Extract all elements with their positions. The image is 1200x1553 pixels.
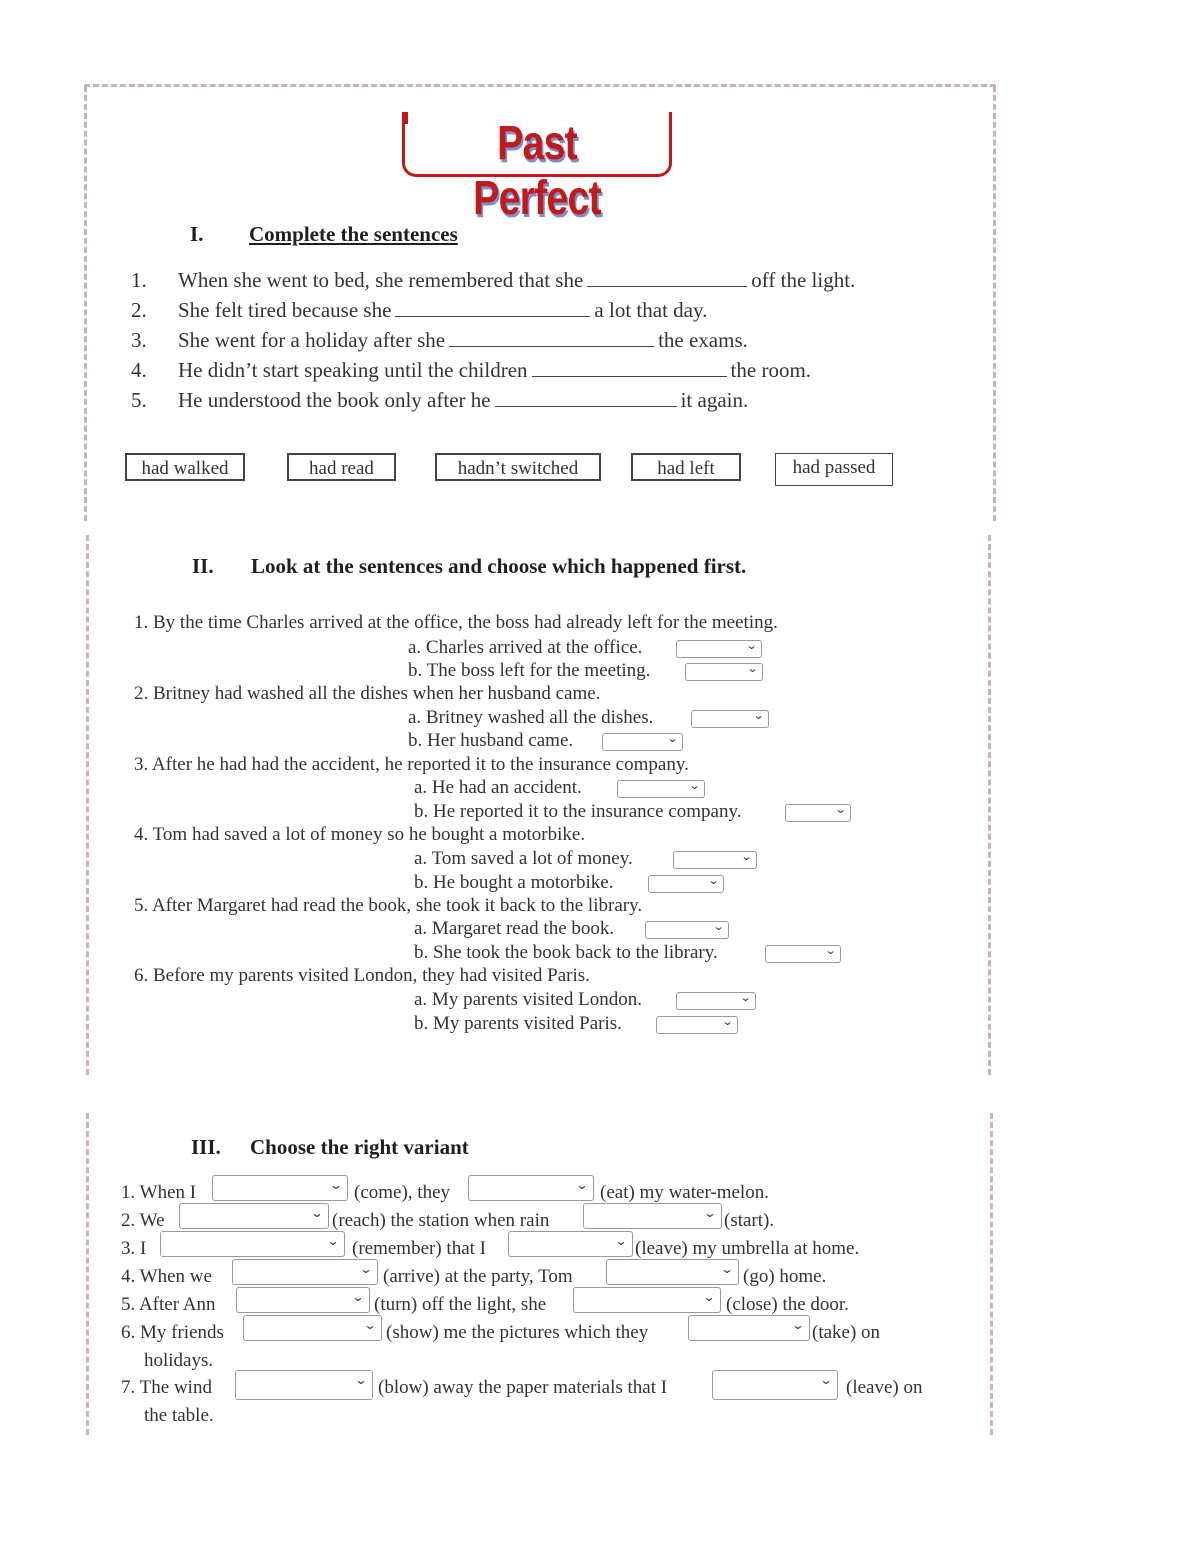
question-text: 2. Britney had washed all the dishes when her husband came. bbox=[134, 683, 601, 704]
section-heading: Choose the right variant bbox=[250, 1135, 469, 1159]
section-heading: Look at the sentences and choose which happened first. bbox=[251, 554, 747, 578]
page-border-right bbox=[990, 1113, 993, 1435]
chevron-down-icon: ⌄ bbox=[326, 1234, 340, 1248]
chevron-down-icon: ⌄ bbox=[666, 732, 679, 745]
sentence-start: He understood the book only after he bbox=[178, 388, 491, 412]
chevron-down-icon: ⌄ bbox=[819, 1373, 833, 1387]
chevron-down-icon: ⌄ bbox=[746, 662, 759, 675]
answer-dropdown[interactable] bbox=[243, 1315, 382, 1341]
verb-hint: (start). bbox=[724, 1210, 775, 1231]
option-a: a. Margaret read the book. bbox=[414, 918, 615, 939]
item-number: 2. bbox=[131, 298, 147, 322]
option-b: b. He reported it to the insurance company. bbox=[414, 801, 742, 822]
answer-dropdown[interactable] bbox=[606, 1259, 739, 1285]
option-a: a. Tom saved a lot of money. bbox=[414, 848, 633, 869]
option-b: b. She took the book back to the library. bbox=[414, 942, 718, 963]
verb-hint: (leave) on bbox=[846, 1377, 923, 1398]
verb-hint: (turn) off the light, she bbox=[374, 1294, 547, 1315]
question-text: 5. After Margaret had read the book, she took it back to the library. bbox=[134, 895, 643, 916]
verb-hint: (eat) my water-melon. bbox=[600, 1182, 769, 1203]
option-b: b. He bought a motorbike. bbox=[414, 872, 614, 893]
word-bank-item[interactable]: had read bbox=[287, 453, 396, 481]
verb-hint: (come), they bbox=[354, 1182, 451, 1203]
item-number: 3. bbox=[131, 328, 147, 352]
page-border-left bbox=[86, 1113, 89, 1435]
item-continuation: the table. bbox=[144, 1405, 214, 1426]
answer-dropdown[interactable] bbox=[656, 1016, 738, 1034]
answer-dropdown[interactable] bbox=[676, 640, 762, 658]
section-number: III. bbox=[191, 1135, 221, 1159]
section-heading: Complete the sentences bbox=[249, 222, 458, 246]
chevron-down-icon: ⌄ bbox=[721, 1015, 734, 1028]
item-continuation: holidays. bbox=[144, 1350, 214, 1371]
answer-dropdown[interactable] bbox=[785, 804, 851, 822]
answer-blank[interactable] bbox=[495, 390, 677, 407]
answer-dropdown[interactable] bbox=[508, 1231, 633, 1257]
answer-dropdown[interactable] bbox=[676, 992, 756, 1010]
chevron-down-icon: ⌄ bbox=[791, 1318, 805, 1332]
answer-blank[interactable] bbox=[449, 330, 654, 347]
verb-hint: (remember) that I bbox=[352, 1238, 486, 1259]
answer-blank[interactable] bbox=[587, 270, 747, 287]
chevron-down-icon: ⌄ bbox=[739, 991, 752, 1004]
word-bank-item[interactable]: had passed bbox=[775, 453, 893, 486]
option-a: a. Britney washed all the dishes. bbox=[408, 707, 654, 728]
answer-blank[interactable] bbox=[395, 300, 590, 317]
sentence bbox=[178, 328, 748, 353]
option-b: b. Her husband came. bbox=[408, 730, 574, 751]
answer-dropdown[interactable] bbox=[583, 1203, 722, 1229]
answer-blank[interactable] bbox=[532, 360, 727, 377]
section-number: I. bbox=[190, 222, 204, 246]
answer-dropdown[interactable] bbox=[765, 945, 841, 963]
chevron-down-icon: ⌄ bbox=[354, 1373, 368, 1387]
option-a: a. My parents visited London. bbox=[414, 989, 642, 1010]
item-number: 4. bbox=[131, 358, 147, 382]
answer-dropdown[interactable] bbox=[179, 1203, 329, 1229]
option-a: a. He had an accident. bbox=[414, 777, 582, 798]
answer-dropdown[interactable] bbox=[235, 1370, 373, 1400]
chevron-down-icon: ⌄ bbox=[614, 1234, 628, 1248]
chevron-down-icon: ⌄ bbox=[740, 850, 753, 863]
option-b: b. The boss left for the meeting. bbox=[408, 660, 651, 681]
option-b: b. My parents visited Paris. bbox=[414, 1013, 622, 1034]
answer-dropdown[interactable] bbox=[685, 663, 763, 681]
question-text: 6. Before my parents visited London, they had visited Paris. bbox=[134, 965, 590, 986]
chevron-down-icon: ⌄ bbox=[752, 709, 765, 722]
verb-hint: (blow) away the paper materials that I bbox=[378, 1377, 668, 1398]
sentence-start: She went for a holiday after she bbox=[178, 328, 446, 352]
sentence-start: She felt tired because she bbox=[178, 298, 392, 322]
verb-hint: (take) on bbox=[812, 1322, 881, 1343]
page-border-right bbox=[988, 535, 991, 1075]
chevron-down-icon: ⌄ bbox=[745, 639, 758, 652]
verb-hint: (reach) the station when rain bbox=[332, 1210, 550, 1231]
question-text: 1. By the time Charles arrived at the office, the boss had already left for the meeting. bbox=[134, 612, 778, 633]
chevron-down-icon: ⌄ bbox=[702, 1290, 716, 1304]
sentence bbox=[178, 388, 748, 413]
chevron-down-icon: ⌄ bbox=[824, 944, 837, 957]
verb-hint: (leave) my umbrella at home. bbox=[635, 1238, 860, 1259]
item-lead: 3. I bbox=[121, 1238, 147, 1259]
sentence-end: a lot that day. bbox=[594, 298, 708, 322]
sentence-end: the exams. bbox=[658, 328, 748, 352]
title-banner bbox=[402, 112, 672, 225]
sentence bbox=[178, 358, 811, 383]
item-number: 5. bbox=[131, 388, 147, 412]
chevron-down-icon: ⌄ bbox=[359, 1262, 373, 1276]
sentence-end: the room. bbox=[730, 358, 812, 382]
verb-hint: (show) me the pictures which they bbox=[386, 1322, 649, 1343]
answer-dropdown[interactable] bbox=[673, 851, 757, 869]
verb-hint: (arrive) at the party, Tom bbox=[383, 1266, 573, 1287]
answer-dropdown[interactable] bbox=[645, 921, 729, 939]
answer-dropdown[interactable] bbox=[236, 1287, 370, 1313]
section-number: II. bbox=[192, 554, 214, 578]
sentence-start: He didn’t start speaking until the children bbox=[178, 358, 528, 382]
page-border-top bbox=[84, 84, 996, 87]
chevron-down-icon: ⌄ bbox=[720, 1262, 734, 1276]
answer-dropdown[interactable] bbox=[648, 875, 724, 893]
answer-dropdown[interactable] bbox=[688, 1315, 810, 1341]
sentence bbox=[178, 268, 855, 293]
sentence-end: off the light. bbox=[751, 268, 856, 292]
item-number: 1. bbox=[131, 268, 147, 292]
chevron-down-icon: ⌄ bbox=[575, 1178, 589, 1192]
option-a: a. Charles arrived at the office. bbox=[408, 637, 643, 658]
chevron-down-icon: ⌄ bbox=[834, 803, 847, 816]
question-text: 4. Tom had saved a lot of money so he bought a motorbike. bbox=[134, 824, 586, 845]
word-bank-item[interactable]: had left bbox=[631, 453, 741, 481]
answer-dropdown[interactable] bbox=[617, 780, 705, 798]
page-border-left bbox=[84, 86, 87, 521]
word-bank-item[interactable]: had walked bbox=[125, 453, 245, 481]
question-text: 3. After he had had the accident, he reported it to the insurance company. bbox=[134, 754, 689, 775]
verb-hint: (close) the door. bbox=[726, 1294, 849, 1315]
answer-dropdown[interactable] bbox=[712, 1370, 838, 1400]
page-border-left bbox=[86, 535, 89, 1075]
chevron-down-icon: ⌄ bbox=[351, 1290, 365, 1304]
item-lead: 1. When I bbox=[121, 1182, 197, 1203]
chevron-down-icon: ⌄ bbox=[363, 1318, 377, 1332]
item-lead: 4. When we bbox=[121, 1266, 212, 1287]
sentence-start: When she went to bed, she remembered that she bbox=[178, 268, 584, 292]
item-lead: 2. We bbox=[121, 1210, 165, 1231]
item-lead: 7. The wind bbox=[121, 1377, 212, 1398]
answer-dropdown[interactable] bbox=[468, 1175, 594, 1201]
answer-dropdown[interactable] bbox=[602, 733, 683, 751]
chevron-down-icon: ⌄ bbox=[712, 920, 725, 933]
page-title: Past Perfect bbox=[473, 117, 601, 225]
answer-dropdown[interactable] bbox=[232, 1259, 378, 1285]
item-lead: 5. After Ann bbox=[121, 1294, 216, 1315]
chevron-down-icon: ⌄ bbox=[703, 1206, 717, 1220]
item-lead: 6. My friends bbox=[121, 1322, 224, 1343]
sentence-end: it again. bbox=[680, 388, 749, 412]
verb-hint: (go) home. bbox=[743, 1266, 827, 1287]
chevron-down-icon: ⌄ bbox=[329, 1178, 343, 1192]
word-bank-item[interactable]: hadn’t switched bbox=[435, 453, 601, 481]
chevron-down-icon: ⌄ bbox=[688, 779, 701, 792]
sentence bbox=[178, 298, 707, 323]
answer-dropdown[interactable] bbox=[691, 710, 769, 728]
chevron-down-icon: ⌄ bbox=[310, 1206, 324, 1220]
answer-dropdown[interactable] bbox=[160, 1231, 345, 1257]
page-border-right bbox=[993, 86, 996, 521]
chevron-down-icon: ⌄ bbox=[707, 874, 720, 887]
answer-dropdown[interactable] bbox=[212, 1175, 348, 1201]
answer-dropdown[interactable] bbox=[573, 1287, 721, 1313]
